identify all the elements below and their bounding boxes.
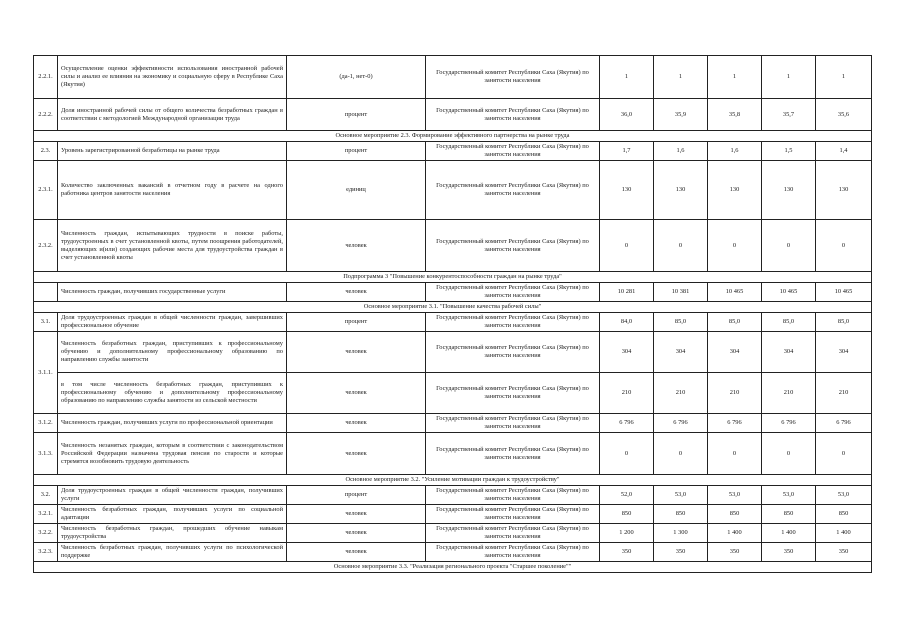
year-value: 304 [762,332,816,373]
year-value: 84,0 [600,313,654,332]
year-value: 6 796 [708,414,762,433]
row-number: 3.1.3. [34,433,58,475]
indicators-table [33,55,872,573]
indicator-name: Численность безработных граждан, получивших услуги по психологической поддержке [58,543,287,562]
year-value: 0 [708,433,762,475]
year-value: 1,5 [762,142,816,161]
year-value: 130 [816,161,872,220]
year-value: 85,0 [762,313,816,332]
year-value: 1 400 [816,524,872,543]
table-row [34,161,872,220]
row-number: 2.3. [34,142,58,161]
year-value: 210 [654,373,708,414]
year-value: 6 796 [600,414,654,433]
unit-of-measure: процент [287,142,426,161]
year-value: 850 [654,505,708,524]
year-value: 53,0 [816,486,872,505]
indicator-name: Численность безработных граждан, получивших услуги по социальной адаптации [58,505,287,524]
year-value: 85,0 [816,313,872,332]
year-value: 0 [816,220,872,272]
year-value: 10 381 [654,283,708,302]
indicator-name: Уровень зарегистрированной безработицы на рынке труда [58,142,287,161]
year-value: 0 [816,433,872,475]
year-value: 53,0 [654,486,708,505]
year-value: 10 465 [708,283,762,302]
year-value: 10 465 [816,283,872,302]
responsible-executor: Государственный комитет Республики Саха (Якутия) по занятости населения [426,283,600,302]
year-value: 0 [708,220,762,272]
row-number: 2.3.2. [34,220,58,272]
year-value: 1 [762,56,816,99]
section-title: Основное мероприятие 3.3. "Реализация регионального проекта "Старшее поколение"" [34,562,872,573]
year-value: 1,6 [654,142,708,161]
year-value: 0 [600,433,654,475]
year-value: 130 [762,161,816,220]
year-value: 1 200 [600,524,654,543]
year-value: 850 [816,505,872,524]
year-value: 350 [654,543,708,562]
year-value: 0 [600,220,654,272]
table-row [34,220,872,272]
table-row [34,99,872,131]
unit-of-measure: человек [287,505,426,524]
year-value: 210 [816,373,872,414]
indicator-name: Количество заключенных вакансий в отчетном году в расчете на одного работника центров занятости населения [58,161,287,220]
table-row [34,56,872,99]
responsible-executor: Государственный комитет Республики Саха (Якутия) по занятости населения [426,373,600,414]
year-value: 210 [600,373,654,414]
row-number: 3.2.3. [34,543,58,562]
table-row [34,373,872,414]
responsible-executor: Государственный комитет Республики Саха (Якутия) по занятости населения [426,161,600,220]
year-value: 304 [654,332,708,373]
unit-of-measure: процент [287,99,426,131]
table-row [34,142,872,161]
year-value: 210 [708,373,762,414]
row-number: 3.1.1. [34,332,58,414]
table-row [34,313,872,332]
row-number [34,283,58,302]
section-title: Основное мероприятие 2.3. Формирование эффективного партнерства на рынке труда [34,131,872,142]
responsible-executor: Государственный комитет Республики Саха (Якутия) по занятости населения [426,486,600,505]
section-header-row [34,302,872,313]
unit-of-measure: человек [287,220,426,272]
year-value: 1 [600,56,654,99]
year-value: 304 [600,332,654,373]
table-row [34,524,872,543]
unit-of-measure: единиц [287,161,426,220]
indicator-name: Осуществление оценки эффективности использования иностранной рабочей силы и анализ ее влияния на экономику и социальную сферу в Республике Саха (Якутия) [58,56,287,99]
indicator-name: Доля трудоустроенных граждан в общей численности граждан, получивших услуги [58,486,287,505]
responsible-executor: Государственный комитет Республики Саха (Якутия) по занятости населения [426,505,600,524]
table-row [34,543,872,562]
responsible-executor: Государственный комитет Республики Саха (Якутия) по занятости населения [426,543,600,562]
year-value: 304 [708,332,762,373]
responsible-executor: Государственный комитет Республики Саха (Якутия) по занятости населения [426,414,600,433]
year-value: 35,8 [708,99,762,131]
year-value: 35,7 [762,99,816,131]
section-title: Подпрограмма 3 "Повышение конкурентоспособности граждан на рынке труда" [34,272,872,283]
year-value: 36,0 [600,99,654,131]
year-value: 1 [708,56,762,99]
unit-of-measure: процент [287,313,426,332]
year-value: 0 [654,433,708,475]
year-value: 53,0 [708,486,762,505]
row-number: 2.3.1. [34,161,58,220]
responsible-executor: Государственный комитет Республики Саха (Якутия) по занятости населения [426,433,600,475]
year-value: 130 [708,161,762,220]
indicator-name: Численность граждан, получивших услуги по профессиональной ориентации [58,414,287,433]
year-value: 1 300 [654,524,708,543]
indicator-name: Численность незанятых граждан, которым в соответствии с законодательством Российской Федерации назначена трудовая пенсия по старости и которые стремятся возобновить трудовую деятельность [58,433,287,475]
unit-of-measure: человек [287,283,426,302]
table-row [34,505,872,524]
year-value: 304 [816,332,872,373]
year-value: 10 465 [762,283,816,302]
section-title: Основное мероприятие 3.1. "Повышение качества рабочей силы" [34,302,872,313]
responsible-executor: Государственный комитет Республики Саха (Якутия) по занятости населения [426,332,600,373]
section-header-row [34,272,872,283]
year-value: 1 400 [708,524,762,543]
section-title: Основное мероприятие 3.2. "Усиление мотивации граждан к трудоустройству" [34,475,872,486]
table-body [34,56,872,573]
year-value: 130 [600,161,654,220]
year-value: 10 281 [600,283,654,302]
indicator-name: Доля трудоустроенных граждан в общей численности граждан, завершивших профессиональное обучение [58,313,287,332]
year-value: 350 [762,543,816,562]
table-row [34,283,872,302]
unit-of-measure: (да-1, нет-0) [287,56,426,99]
unit-of-measure: человек [287,332,426,373]
year-value: 6 796 [762,414,816,433]
row-number: 3.2.2. [34,524,58,543]
unit-of-measure: человек [287,373,426,414]
row-number: 3.1.2. [34,414,58,433]
section-header-row [34,562,872,573]
year-value: 210 [762,373,816,414]
responsible-executor: Государственный комитет Республики Саха (Якутия) по занятости населения [426,99,600,131]
responsible-executor: Государственный комитет Республики Саха (Якутия) по занятости населения [426,220,600,272]
year-value: 85,0 [708,313,762,332]
year-value: 350 [600,543,654,562]
indicator-name: Численность граждан, получивших государственные услуги [58,283,287,302]
year-value: 1 [816,56,872,99]
section-header-row [34,475,872,486]
year-value: 53,0 [762,486,816,505]
responsible-executor: Государственный комитет Республики Саха (Якутия) по занятости населения [426,313,600,332]
year-value: 130 [654,161,708,220]
unit-of-measure: процент [287,486,426,505]
table-row [34,414,872,433]
unit-of-measure: человек [287,433,426,475]
year-value: 35,9 [654,99,708,131]
responsible-executor: Государственный комитет Республики Саха (Якутия) по занятости населения [426,142,600,161]
year-value: 1 [654,56,708,99]
responsible-executor: Государственный комитет Республики Саха (Якутия) по занятости населения [426,524,600,543]
year-value: 350 [708,543,762,562]
table-row [34,433,872,475]
year-value: 0 [654,220,708,272]
table-row [34,332,872,373]
year-value: 85,0 [654,313,708,332]
indicator-name: в том числе численность безработных граждан, приступивших к профессиональному обучению и дополнительному профессиональному образованию по направлению службы занятости из сельской местности [58,373,287,414]
year-value: 350 [816,543,872,562]
row-number: 3.1. [34,313,58,332]
row-number: 2.2.2. [34,99,58,131]
year-value: 52,0 [600,486,654,505]
unit-of-measure: человек [287,543,426,562]
responsible-executor: Государственный комитет Республики Саха (Якутия) по занятости населения [426,56,600,99]
section-header-row [34,131,872,142]
year-value: 1 400 [762,524,816,543]
indicator-name: Численность безработных граждан, приступивших к профессиональному обучению и дополнительному профессиональному образованию по направлению службы занятости [58,332,287,373]
row-number: 3.2. [34,486,58,505]
row-number: 3.2.1. [34,505,58,524]
year-value: 850 [708,505,762,524]
table-row [34,486,872,505]
year-value: 1,6 [708,142,762,161]
row-number: 2.2.1. [34,56,58,99]
indicator-name: Численность граждан, испытывающих трудности в поиске работы, трудоустроенных в счет установленной квоты, путем поощрения работодателей, выделяющих и(или) создающих рабочие места для трудоустройства граждан в счет установленной квоты [58,220,287,272]
unit-of-measure: человек [287,414,426,433]
year-value: 6 796 [816,414,872,433]
year-value: 850 [762,505,816,524]
unit-of-measure: человек [287,524,426,543]
year-value: 0 [762,433,816,475]
year-value: 6 796 [654,414,708,433]
year-value: 1,7 [600,142,654,161]
year-value: 35,6 [816,99,872,131]
year-value: 0 [762,220,816,272]
indicator-name: Численность безработных граждан, прошедших обучение навыкам трудоустройства [58,524,287,543]
indicator-name: Доля иностранной рабочей силы от общего количества безработных граждан в соответствии с методологией Международной организации труда [58,99,287,131]
year-value: 850 [600,505,654,524]
year-value: 1,4 [816,142,872,161]
